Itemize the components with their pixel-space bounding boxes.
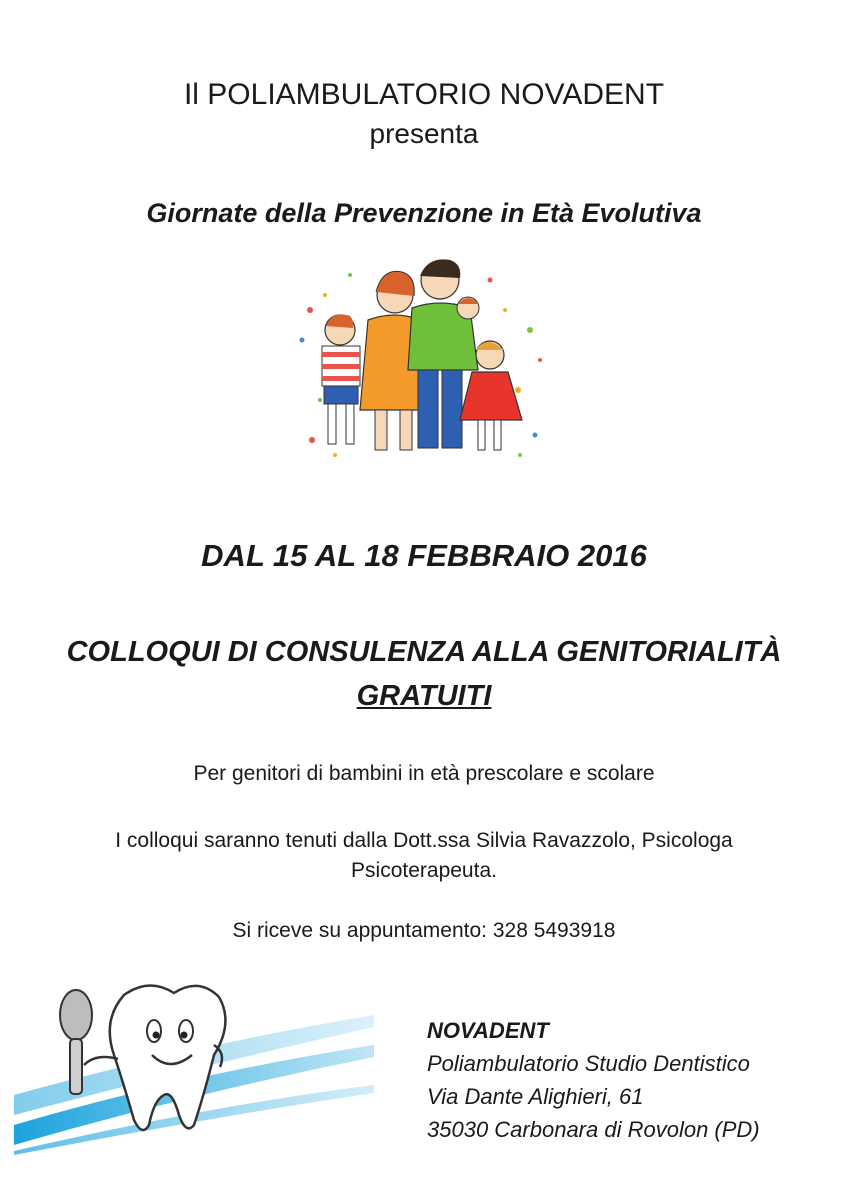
host-text-line2: Psicoterapeuta. [351,859,497,882]
boy-figure [322,314,360,444]
clinic-street: Via Dante Alighieri, 61 [427,1084,644,1109]
appointment-text: Si riceve su appuntamento: 328 5493918 [232,919,616,942]
clinic-address-block [427,1014,760,1146]
service-heading: COLLOQUI DI CONSULENZA ALLA GENITORIALITÀ [66,636,782,668]
family-illustration [290,250,550,470]
audience-text: Per genitori di bambini in età prescolare e scolare [193,762,655,785]
presents-text: presenta [369,118,479,149]
organizer-title: Il POLIAMBULATORIO NOVADENT [183,78,665,111]
clinic-city: 35030 Carbonara di Rovolon (PD) [427,1117,760,1142]
event-title: Giornate della Prevenzione in Età Evolutiva [146,198,702,228]
toddler-figure [457,297,479,319]
event-dates: DAL 15 AL 18 FEBBRAIO 2016 [201,538,647,573]
clinic-name: NOVADENT [427,1018,549,1043]
free-label: GRATUITI [356,680,492,712]
clinic-type: Poliambulatorio Studio Dentistico [427,1051,750,1076]
tooth-mascot-logo [14,975,374,1155]
host-text-line1: I colloqui saranno tenuti dalla Dott.ssa Silvia Ravazzolo, Psicologa [115,829,733,852]
